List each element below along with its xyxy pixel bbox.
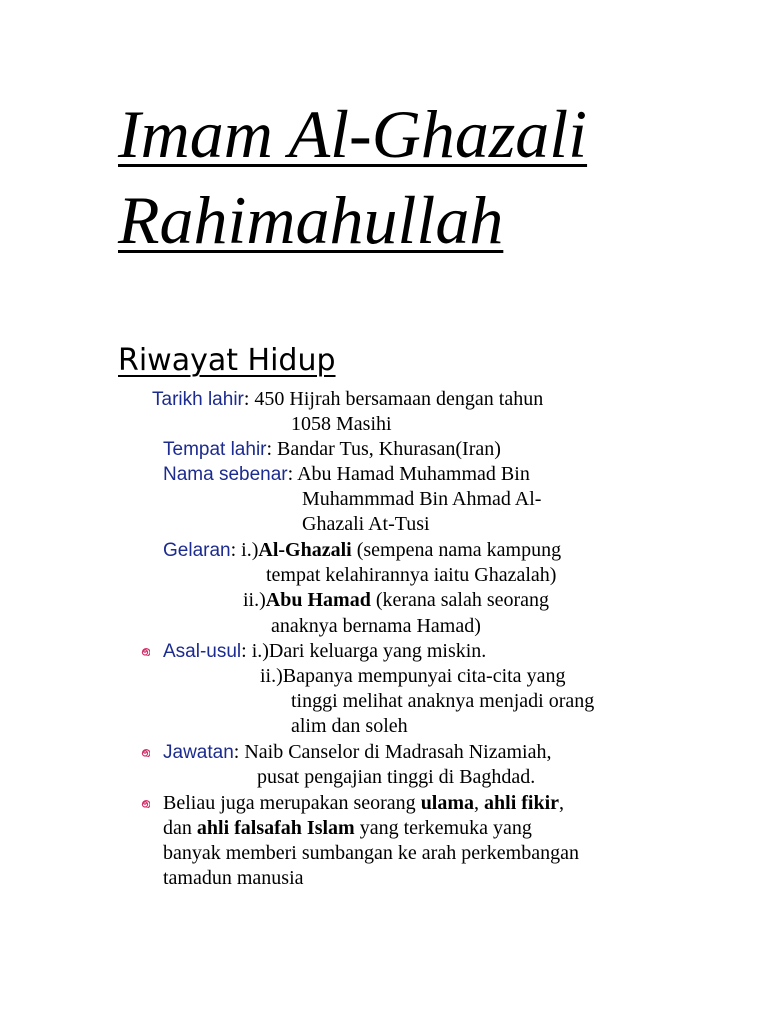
beliau-l1-ulama: ulama: [420, 792, 475, 814]
tarikh-lahir-row: [152, 387, 543, 412]
gelaran-ii-rest: (kerana salah seorang: [370, 589, 550, 611]
gelaran-i-cont: tempat kelahirannya iaitu Ghazalah): [266, 564, 557, 586]
jawatan-value: : Naib Canselor di Madrasah Nizamiah,: [233, 741, 552, 763]
tarikh-lahir-value: : 450 Hijrah bersamaan dengan tahun: [243, 388, 544, 410]
gelaran-i-rest: (sempena nama kampung: [351, 539, 562, 561]
jawatan-cont: pusat pengajian tinggi di Baghdad.: [257, 766, 536, 788]
nama-sebenar-label: Nama sebenar: [163, 464, 288, 485]
beliau-line2: [163, 816, 532, 841]
spiral-bullet-icon: [140, 747, 150, 757]
gelaran-ii-prefix: ii.): [243, 589, 266, 611]
beliau-l2-c: yang terkemuka yang: [354, 817, 532, 839]
beliau-l1-ahli-fikir: ahli fikir: [484, 792, 560, 814]
nama-sebenar-value: : Abu Hamad Muhammad Bin: [287, 463, 530, 485]
gelaran-label: Gelaran: [163, 540, 231, 561]
nama-sebenar-cont2: Ghazali At-Tusi: [302, 513, 430, 535]
nama-sebenar-row: [163, 462, 530, 487]
beliau-l2-a: dan: [163, 817, 197, 839]
beliau-line1: [163, 791, 564, 816]
asal-usul-ii-cont2: alim dan soleh: [291, 715, 408, 737]
gelaran-row: [163, 538, 561, 563]
tarikh-lahir-label: Tarikh lahir: [152, 389, 244, 410]
section-heading: Riwayat Hidup: [118, 343, 336, 378]
gelaran-i-bold: Al-Ghazali: [258, 539, 352, 561]
gelaran-ii-bold: Abu Hamad: [265, 589, 371, 611]
gelaran-ii-row: [243, 588, 549, 613]
beliau-line3: banyak memberi sumbangan ke arah perkembangan: [163, 842, 579, 864]
beliau-line4: tamadun manusia: [163, 867, 304, 889]
jawatan-row: [163, 740, 551, 765]
tempat-lahir-row: [163, 437, 501, 462]
document-title-line1: Imam Al-Ghazali: [118, 96, 588, 172]
asal-usul-row: [163, 639, 486, 664]
beliau-l1-d: ,: [559, 792, 565, 814]
asal-usul-ii: ii.)Bapanya mempunyai cita-cita yang: [260, 665, 566, 687]
asal-usul-label: Asal-usul: [163, 641, 242, 662]
jawatan-label: Jawatan: [163, 742, 234, 763]
tempat-lahir-label: Tempat lahir: [163, 439, 267, 460]
gelaran-ii-cont: anaknya bernama Hamad): [271, 615, 481, 637]
spiral-bullet-icon: [140, 646, 150, 656]
nama-sebenar-cont1: Muhammmad Bin Ahmad Al-: [302, 488, 542, 510]
spiral-bullet-icon: [140, 798, 150, 808]
asal-usul-ii-cont1: tinggi melihat anaknya menjadi orang: [291, 690, 595, 712]
gelaran-i-prefix: : i.): [230, 539, 259, 561]
asal-usul-i: : i.)Dari keluarga yang miskin.: [241, 640, 487, 662]
beliau-l1-a: Beliau juga merupakan seorang: [163, 792, 421, 814]
beliau-l1-c: ,: [474, 792, 485, 814]
tempat-lahir-value: : Bandar Tus, Khurasan(Iran): [266, 438, 501, 460]
document-title-line2: Rahimahullah: [118, 182, 504, 258]
beliau-l2-ahli-falsafah: ahli falsafah Islam: [196, 817, 355, 839]
tarikh-lahir-cont: 1058 Masihi: [291, 413, 392, 435]
